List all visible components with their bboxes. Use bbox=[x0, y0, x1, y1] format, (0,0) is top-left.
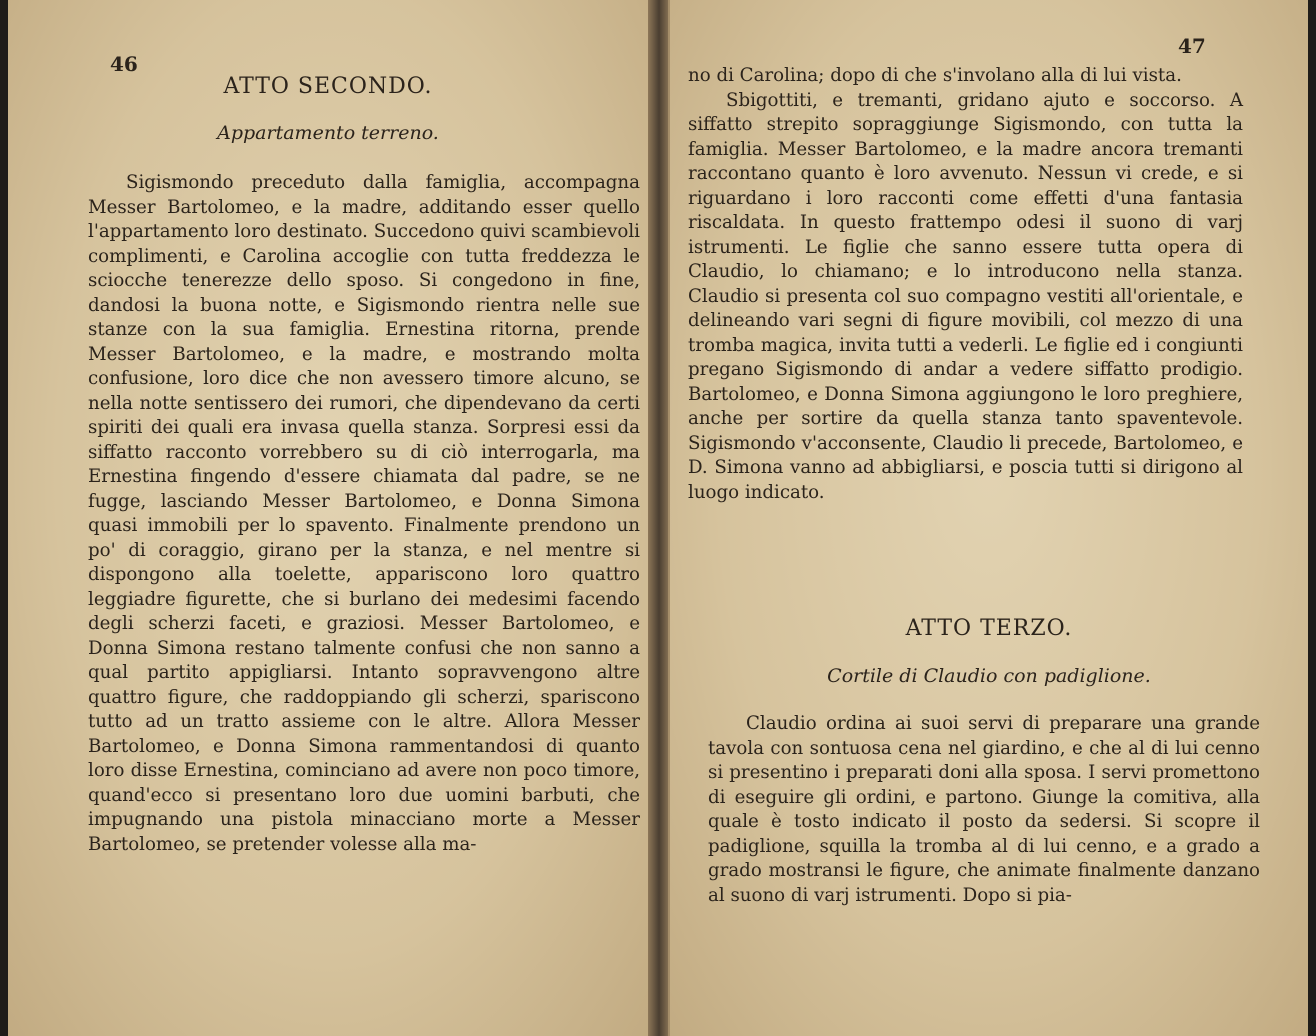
right-page bbox=[668, 0, 1308, 1036]
left-page-body bbox=[88, 171, 640, 857]
second-paragraph-text: Sbigottiti, e tremanti, gridano ajuto e soccorso. A siffatto strepito sopraggiunge Sigismondo, con tutta la famiglia. Messer Bartolomeo, e la madre ancora tremanti raccontano quanto è loro avvenuto. Nessun vi crede, e si riguardano i loro racconti come effetti d'una fantasia riscaldata. In questo frattempo odesi il suono di varj istrumenti. Le figlie che sanno essere tutta opera di Claudio, lo chiamano; e lo introducono nella stanza. Claudio si presenta col suo compagno vestiti all'orientale, e delineando vari segni di figure movibili, col mezzo di una tromba magica, invita tutti a vederli. Le figlie ed i congiunti pregano Sigismondo di andar a vedere siffatto prodigio. Bartolomeo, e Donna Simona aggiungono le loro preghiere, anche per sortire da quella stanza tanto spaventevole. Sigismondo v'acconsente, Claudio li precede, Bartolomeo, e D. Simona vanno ad abbigliarsi, e poscia tutti si dirigono al luogo indicato. bbox=[688, 89, 1243, 503]
page-number-right: 47 bbox=[1178, 34, 1206, 58]
page-number-left: 46 bbox=[110, 52, 138, 76]
act-title-third: ATTO TERZO. bbox=[905, 616, 1073, 641]
right-page-continued-text bbox=[688, 64, 1243, 505]
continued-text: no di Carolina; dopo di che s'involano alla di lui vista. bbox=[688, 65, 1182, 86]
act-title-second: ATTO SECONDO. bbox=[223, 74, 433, 99]
scene-title-courtyard: Cortile di Claudio con padiglione. bbox=[827, 665, 1151, 687]
left-body-text: Sigismondo preceduto dalla famiglia, accompagna Messer Bartolomeo, e la madre, additando esser quello l'appartamento loro destinato. Succedono quivi scambievoli complimenti, e Carolina accoglie con tutta freddezza le sciocche tenerezze dello sposo. Si congedono in fine, dandosi la buona notte, e Sigismondo rientra nelle sue stanze con la sua famiglia. Ernestina ritorna, prende Messer Bartolomeo, e la madre, e mostrando molta confusione, loro dice che non avessero timore alcuno, se nella notte sentissero dei rumori, che dipendevano da certi spiriti dei quali era invasa quella stanza. Sorpresi essi da siffatto racconto vorrebbero su di ciò interrogarla, ma Ernestina fingendo d'essere chiamata dal padre, se ne fugge, lasciando Messer Bartolomeo, e Donna Simona quasi immobili per lo spavento. Finalmente prendono un po' di coraggio, girano per la stanza, e nel mentre si dispongono alla toelette, appariscono loro quattro leggiadre figurette, che si burlano dei medesimi facendo degli scherzi faceti, e graziosi. Messer Bartolomeo, e Donna Simona restano talmente confusi che non sanno a qual partito appigliarsi. Intanto sopravvengono altre quattro figure, che raddoppiando gli scherzi, spariscono tutto ad un tratto assieme con le altre. Allora Messer Bartolomeo, e Donna Simona rammentandosi di quanto loro disse Ernestina, cominciano ad avere non poco timore, quand'ecco si presentano loro due uomini barbuti, che impugnando una pistola minacciano morte a Messer Bartolomeo, se pretender volesse alla ma- bbox=[88, 172, 640, 855]
scene-title-ground-apartment: Appartamento terreno. bbox=[217, 122, 439, 144]
left-page bbox=[8, 0, 650, 1036]
book-gutter bbox=[648, 0, 670, 1036]
act-three-body bbox=[708, 712, 1260, 908]
act-three-text: Claudio ordina ai suoi servi di preparare una grande tavola con sontuosa cena nel giardino, e che al di lui cenno si presentino i preparati doni alla sposa. I servi promettono di eseguire gli ordini, e partono. Giunge la comitiva, alla quale è tosto indicato il posto da sedersi. Si scopre il padiglione, squilla la tromba al di lui cenno, e a grado a grado mostransi le figure, che animate finalmente danzano al suono di varj istrumenti. Dopo si pia- bbox=[708, 713, 1260, 906]
